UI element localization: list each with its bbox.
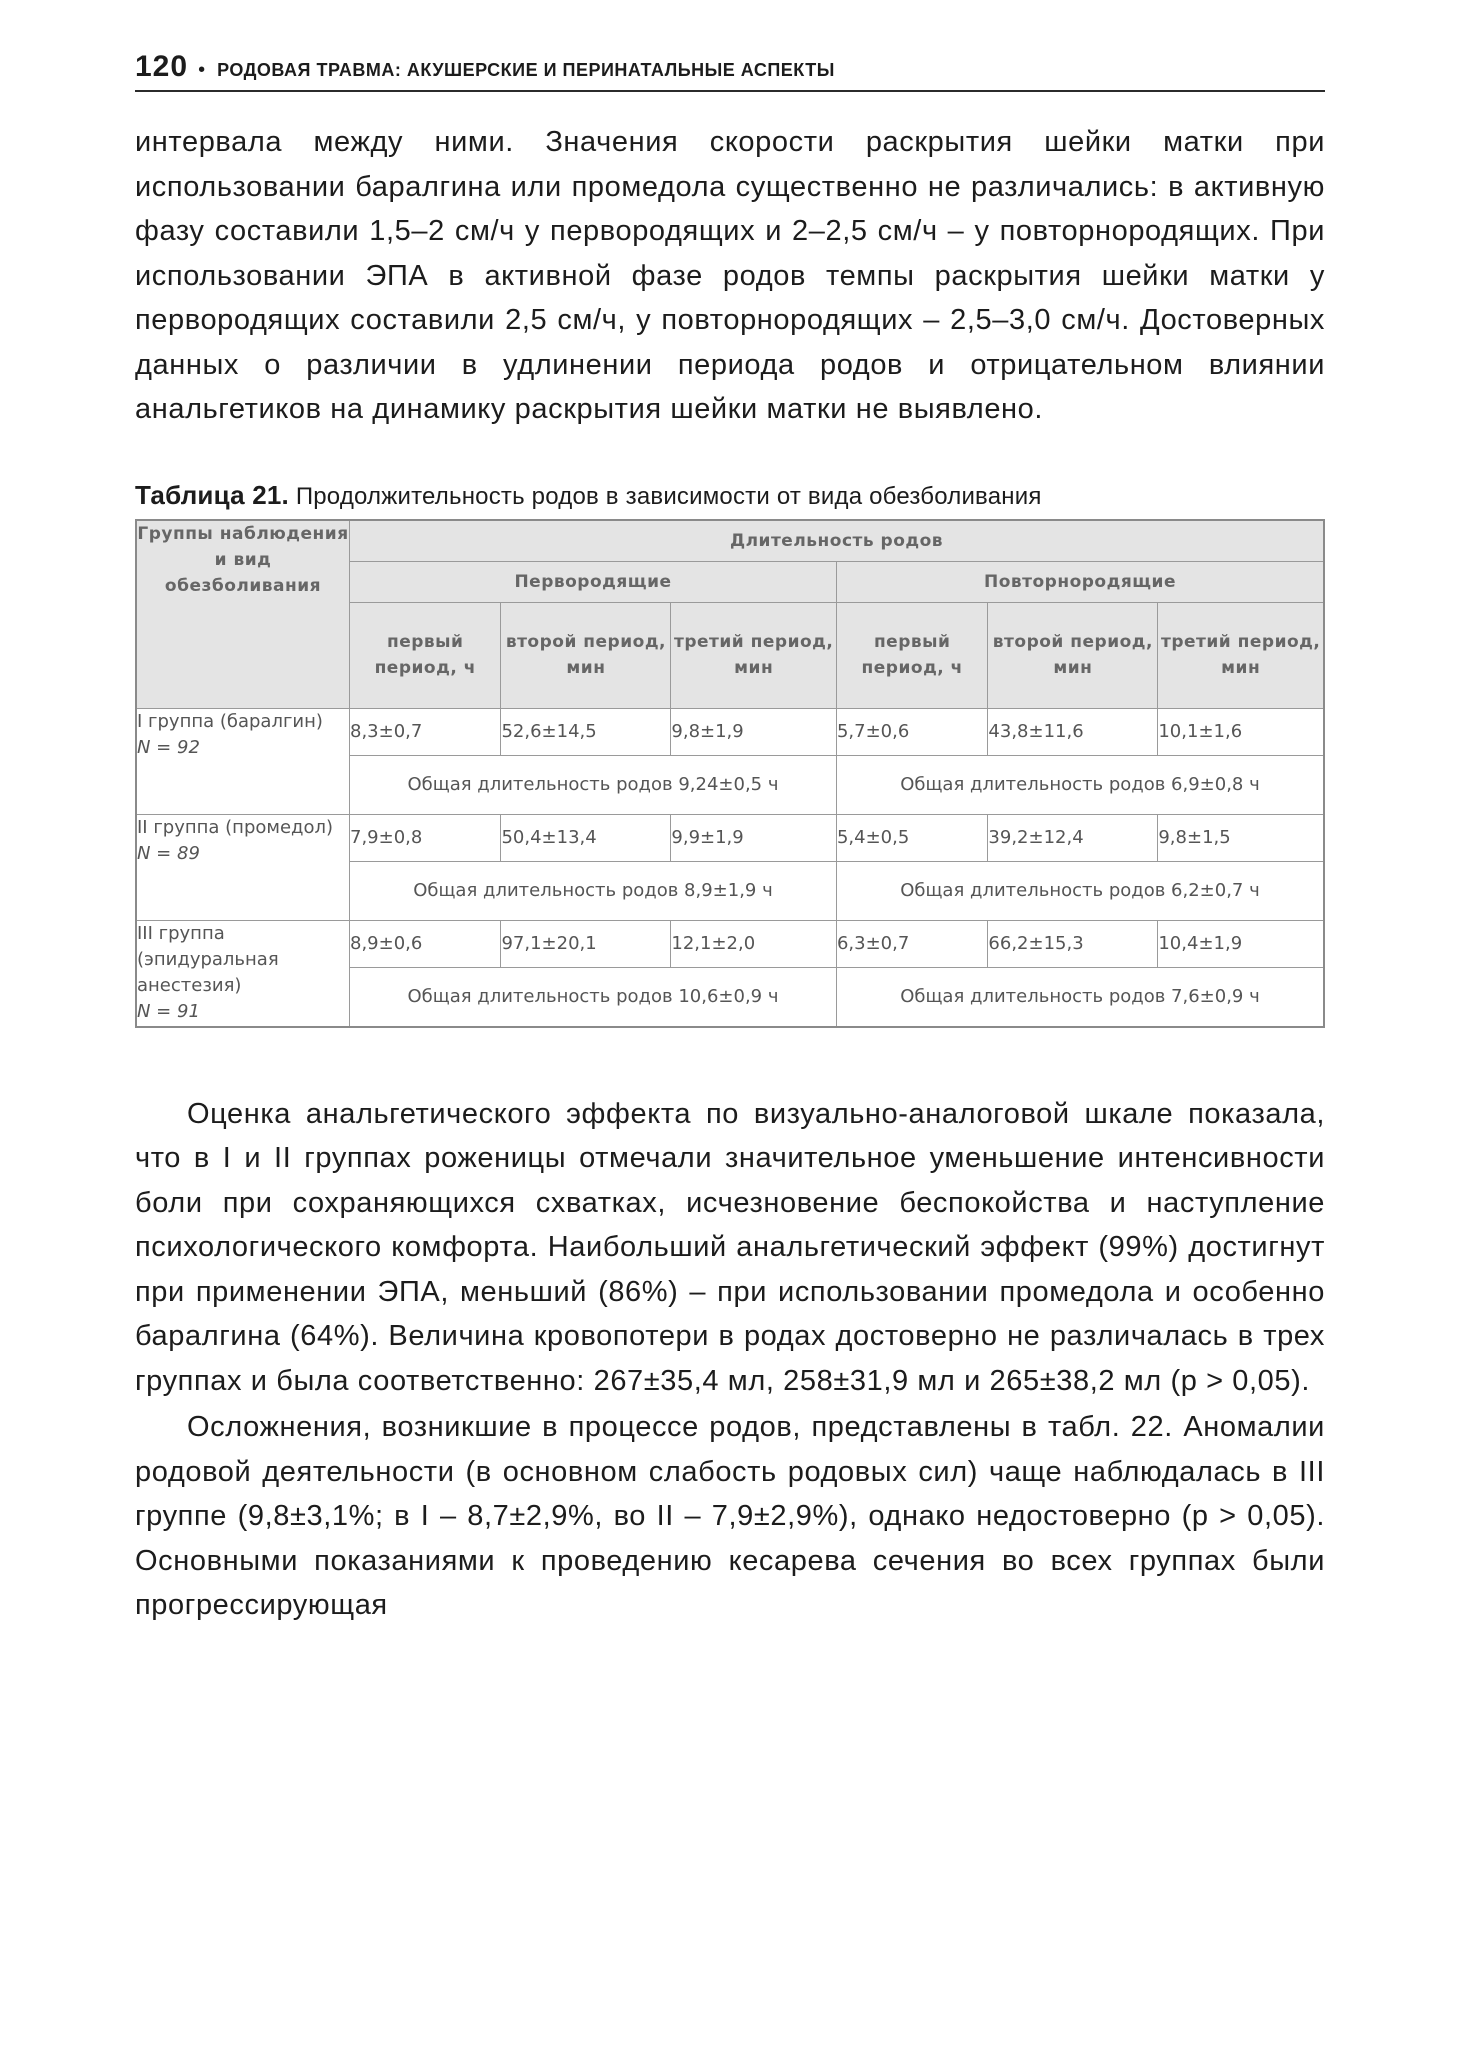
table-caption bbox=[135, 480, 1325, 511]
value-cell: 9,8±1,5 bbox=[1158, 814, 1324, 861]
header-multiparous: Повторнородящие bbox=[836, 561, 1324, 602]
running-title: РОДОВАЯ ТРАВМА: АКУШЕРСКИЕ И ПЕРИНАТАЛЬНЫЕ АСПЕКТЫ bbox=[217, 60, 835, 80]
value-cell: 97,1±20,1 bbox=[501, 920, 671, 967]
value-cell: 9,8±1,9 bbox=[671, 708, 837, 755]
table-caption-text: Продолжительность родов в зависимости от вида обезболивания bbox=[295, 482, 1042, 510]
paragraph-3: Осложнения, возникшие в процессе родов, представлены в табл. 22. Аномалии родовой деятельности (в основном слабость родовых сил) чаще наблюдалась в III группе (9,8±3,1%; в I – 8,7±2,9%, во II – 7,9±2,9%), однако недостоверно (p > 0,05). Основными показаниями к проведению кесарева сечения во всех группах были прогрессирующая bbox=[135, 1411, 1325, 1621]
duration-table bbox=[135, 519, 1325, 1028]
table-row bbox=[136, 708, 1324, 755]
header-duration: Длительность родов bbox=[350, 520, 1325, 562]
value-cell: 8,9±0,6 bbox=[350, 920, 501, 967]
group-label: II группа (промедол) bbox=[137, 816, 334, 838]
group-n: N = 89 bbox=[137, 842, 200, 864]
value-cell: 8,3±0,7 bbox=[350, 708, 501, 755]
value-cell: 12,1±2,0 bbox=[671, 920, 837, 967]
value-cell: 10,1±1,6 bbox=[1158, 708, 1324, 755]
value-cell: 39,2±12,4 bbox=[988, 814, 1158, 861]
group-label: I группа (баралгин) bbox=[137, 710, 323, 732]
value-cell: 43,8±11,6 bbox=[988, 708, 1158, 755]
value-cell: 7,9±0,8 bbox=[350, 814, 501, 861]
total-primiparous: Общая длительность родов 10,6±0,9 ч bbox=[350, 967, 837, 1027]
value-cell: 5,4±0,5 bbox=[836, 814, 987, 861]
total-multiparous: Общая длительность родов 6,2±0,7 ч bbox=[836, 861, 1324, 920]
value-cell: 50,4±13,4 bbox=[501, 814, 671, 861]
header-groups: Группы наблюдения и вид обезболивания bbox=[136, 520, 350, 709]
table-row bbox=[136, 920, 1324, 967]
header-period: второй период, мин bbox=[988, 602, 1158, 708]
total-multiparous: Общая длительность родов 6,9±0,8 ч bbox=[836, 755, 1324, 814]
page-number: 120 bbox=[135, 50, 189, 83]
paragraph-1: интервала между ними. Значения скорости раскрытия шейки матки при использовании баралгина или промедола существенно не различались: в активную фазу составили 1,5–2 см/ч у первородящих и 2–2,5 см/ч – у повторнородящих. При использовании ЭПА в активной фазе родов темпы раскрытия шейки матки у первородящих составили 2,5 см/ч, у повторнородящих – 2,5–3,0 см/ч. Достоверных данных о различии в удлинении периода родов и отрицательном влиянии анальгетиков на динамику раскрытия шейки матки не выявлено. bbox=[135, 126, 1325, 425]
group-n: N = 91 bbox=[137, 1000, 200, 1022]
header-period: первый период, ч bbox=[350, 602, 501, 708]
total-primiparous: Общая длительность родов 9,24±0,5 ч bbox=[350, 755, 837, 814]
total-primiparous: Общая длительность родов 8,9±1,9 ч bbox=[350, 861, 837, 920]
value-cell: 5,7±0,6 bbox=[836, 708, 987, 755]
running-header bbox=[135, 50, 1325, 92]
book-page bbox=[135, 40, 1325, 1628]
header-period: второй период, мин bbox=[501, 602, 671, 708]
group-cell bbox=[136, 708, 350, 814]
value-cell: 6,3±0,7 bbox=[836, 920, 987, 967]
value-cell: 66,2±15,3 bbox=[988, 920, 1158, 967]
group-label: III группа (эпидуральная анестезия) bbox=[137, 922, 279, 996]
header-period: первый период, ч bbox=[836, 602, 987, 708]
value-cell: 52,6±14,5 bbox=[501, 708, 671, 755]
value-cell: 10,4±1,9 bbox=[1158, 920, 1324, 967]
paragraph-2: Оценка анальгетического эффекта по визуально-аналоговой шкале показала, что в I и II группах роженицы отмечали значительное уменьшение интенсивности боли при сохраняющихся схватках, исчезновение беспокойства и наступление психологического комфорта. Наибольший анальгетический эффект (99%) достигнут при применении ЭПА, меньший (86%) – при использовании промедола и особенно баралгина (64%). Величина кровопотери в родах достоверно не различалась в трех группах и была соответственно: 267±35,4 мл, 258±31,9 мл и 265±38,2 мл (p > 0,05). bbox=[135, 1097, 1325, 1397]
value-cell: 9,9±1,9 bbox=[671, 814, 837, 861]
table-caption-label: Таблица 21. bbox=[135, 479, 289, 510]
group-cell bbox=[136, 814, 350, 920]
header-period: третий период, мин bbox=[1158, 602, 1324, 708]
group-cell bbox=[136, 920, 350, 1027]
group-n: N = 92 bbox=[137, 736, 200, 758]
total-multiparous: Общая длительность родов 7,6±0,9 ч bbox=[836, 967, 1324, 1027]
header-bullet: • bbox=[198, 59, 206, 81]
header-period: третий период, мин bbox=[671, 602, 837, 708]
table-row bbox=[136, 814, 1324, 861]
header-primiparous: Первородящие bbox=[350, 561, 837, 602]
